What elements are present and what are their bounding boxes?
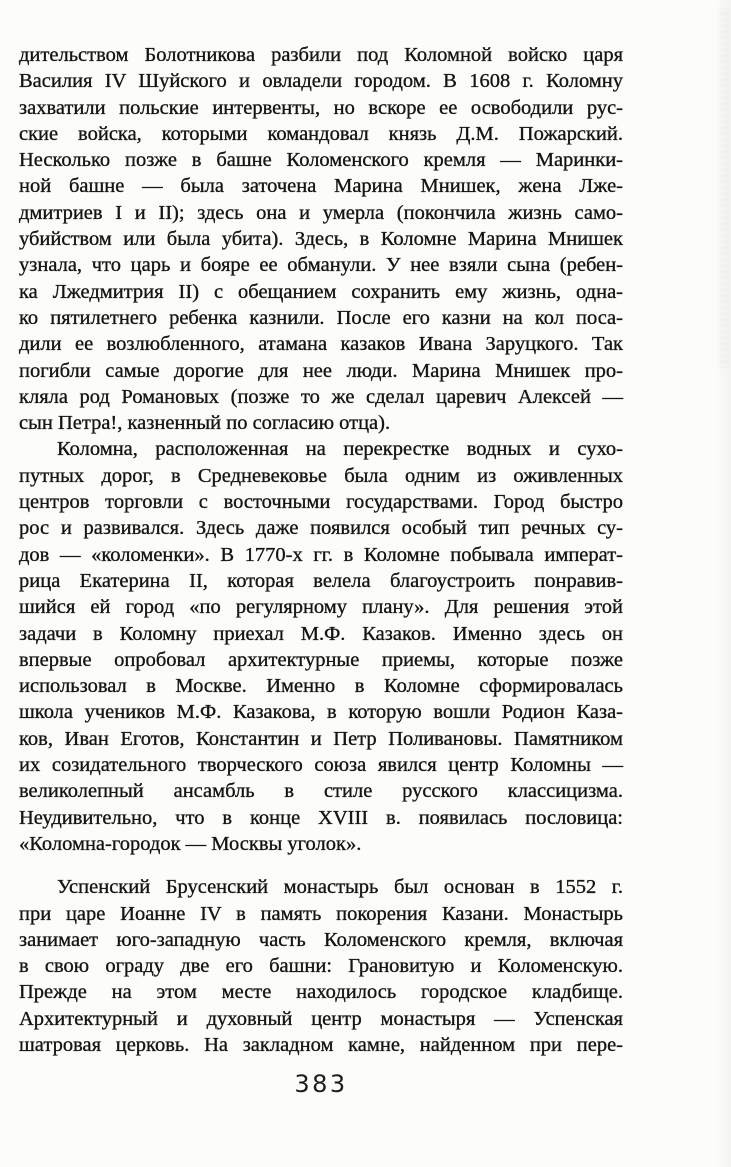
scan-edge-shadow [715, 0, 731, 1167]
text-line: занимает юго-западную часть Коломенского кремля, включая [19, 928, 623, 951]
text-line: Прежде на этом месте находилось городское кладбище. [19, 981, 623, 1004]
paragraph-1 [19, 42, 623, 436]
text-line: задачи в Коломну приехал М.Ф. Казаков. Именно здесь он [19, 622, 623, 645]
paragraph-3 [19, 874, 623, 1058]
text-line: захватили польские интервенты, но вскоре ее освободили рус- [19, 96, 623, 119]
text-line: школа учеников М.Ф. Казакова, в которую вошли Родион Каза- [19, 701, 623, 724]
text-line: рица Екатерина II, которая велела благоустроить понравив- [19, 569, 623, 592]
text-line: путных дорог, в Средневековье была одним из оживленных [19, 464, 623, 487]
text-line: использовал в Москве. Именно в Коломне сформировалась [19, 675, 623, 698]
text-line: рос и развивался. Здесь даже появился особый тип речных су- [19, 517, 623, 540]
text-line: их созидательного творческого союза явился центр Коломны — [19, 754, 623, 777]
text-line: впервые опробовал архитектурные приемы, которые позже [19, 648, 623, 671]
text-line: погибли самые дорогие для нее люди. Марина Мнишек про- [19, 359, 623, 382]
text-line: Коломна, расположенная на перекрестке водных и сухо- [57, 438, 623, 461]
text-line: Неудивительно, что в конце XVIII в. появилась пословица: [19, 806, 623, 829]
text-line: великолепный ансамбль в стиле русского классицизма. [19, 780, 623, 803]
text-line: шатровая церковь. На закладном камне, найденном при пере- [19, 1033, 623, 1056]
text-line: дмитриев I и II); здесь она и умерла (покончила жизнь само- [19, 201, 623, 224]
text-line: в свою ограду две его башни: Грановитую и Коломенскую. [19, 955, 623, 978]
text-line: ка Лжедмитрия II) с обещанием сохранить ему жизнь, одна- [19, 280, 623, 303]
paragraph-2 [19, 436, 623, 857]
text-line: Василия IV Шуйского и овладели городом. В 1608 г. Коломну [19, 70, 623, 93]
text-line: при царе Иоанне IV в память покорения Казани. Монастырь [19, 902, 623, 925]
text-line: узнала, что царь и бояре ее обманули. У нее взяли сына (ребен- [19, 254, 623, 277]
text-line: убийством или была убита). Здесь, в Коломне Марина Мнишек [19, 228, 623, 251]
text-line: ко пятилетнего ребенка казнили. После его казни на кол поса- [19, 306, 623, 329]
text-line: ной башне — была заточена Марина Мнишек, жена Лже- [19, 175, 623, 198]
scan-noise-streak [720, 8, 729, 368]
page-number: 383 [294, 1070, 348, 1098]
text-line: кляла род Романовых (позже то же сделал царевич Алексей — [19, 385, 623, 408]
text-line: ков, Иван Еготов, Константин и Петр Поливановы. Памятником [19, 727, 623, 750]
body-text [19, 42, 623, 1058]
text-line: Несколько позже в башне Коломенского кремля — Маринки- [19, 149, 623, 172]
text-line: дили ее возлюбленного, атамана казаков Ивана Заруцкого. Так [19, 333, 623, 356]
text-line: Успенский Брусенский монастырь был основан в 1552 г. [57, 876, 623, 899]
text-line: центров торговли с восточными государствами. Город быстро [19, 491, 623, 514]
text-line: сын Петра!, казненный по согласию отца). [19, 412, 391, 435]
text-line: Архитектурный и духовный центр монастыря — Успенская [19, 1007, 623, 1030]
text-line: дов — «коломенки». В 1770-х гг. в Коломне побывала императ- [19, 543, 623, 566]
text-line: ские войска, которыми командовал князь Д.М. Пожарский. [19, 122, 623, 145]
text-line: «Коломна-городок — Москвы уголок». [19, 832, 362, 855]
text-line: дительством Болотникова разбили под Коломной войско царя [19, 44, 623, 66]
text-line: шийся ей город «по регулярному плану». Для решения этой [19, 596, 623, 619]
